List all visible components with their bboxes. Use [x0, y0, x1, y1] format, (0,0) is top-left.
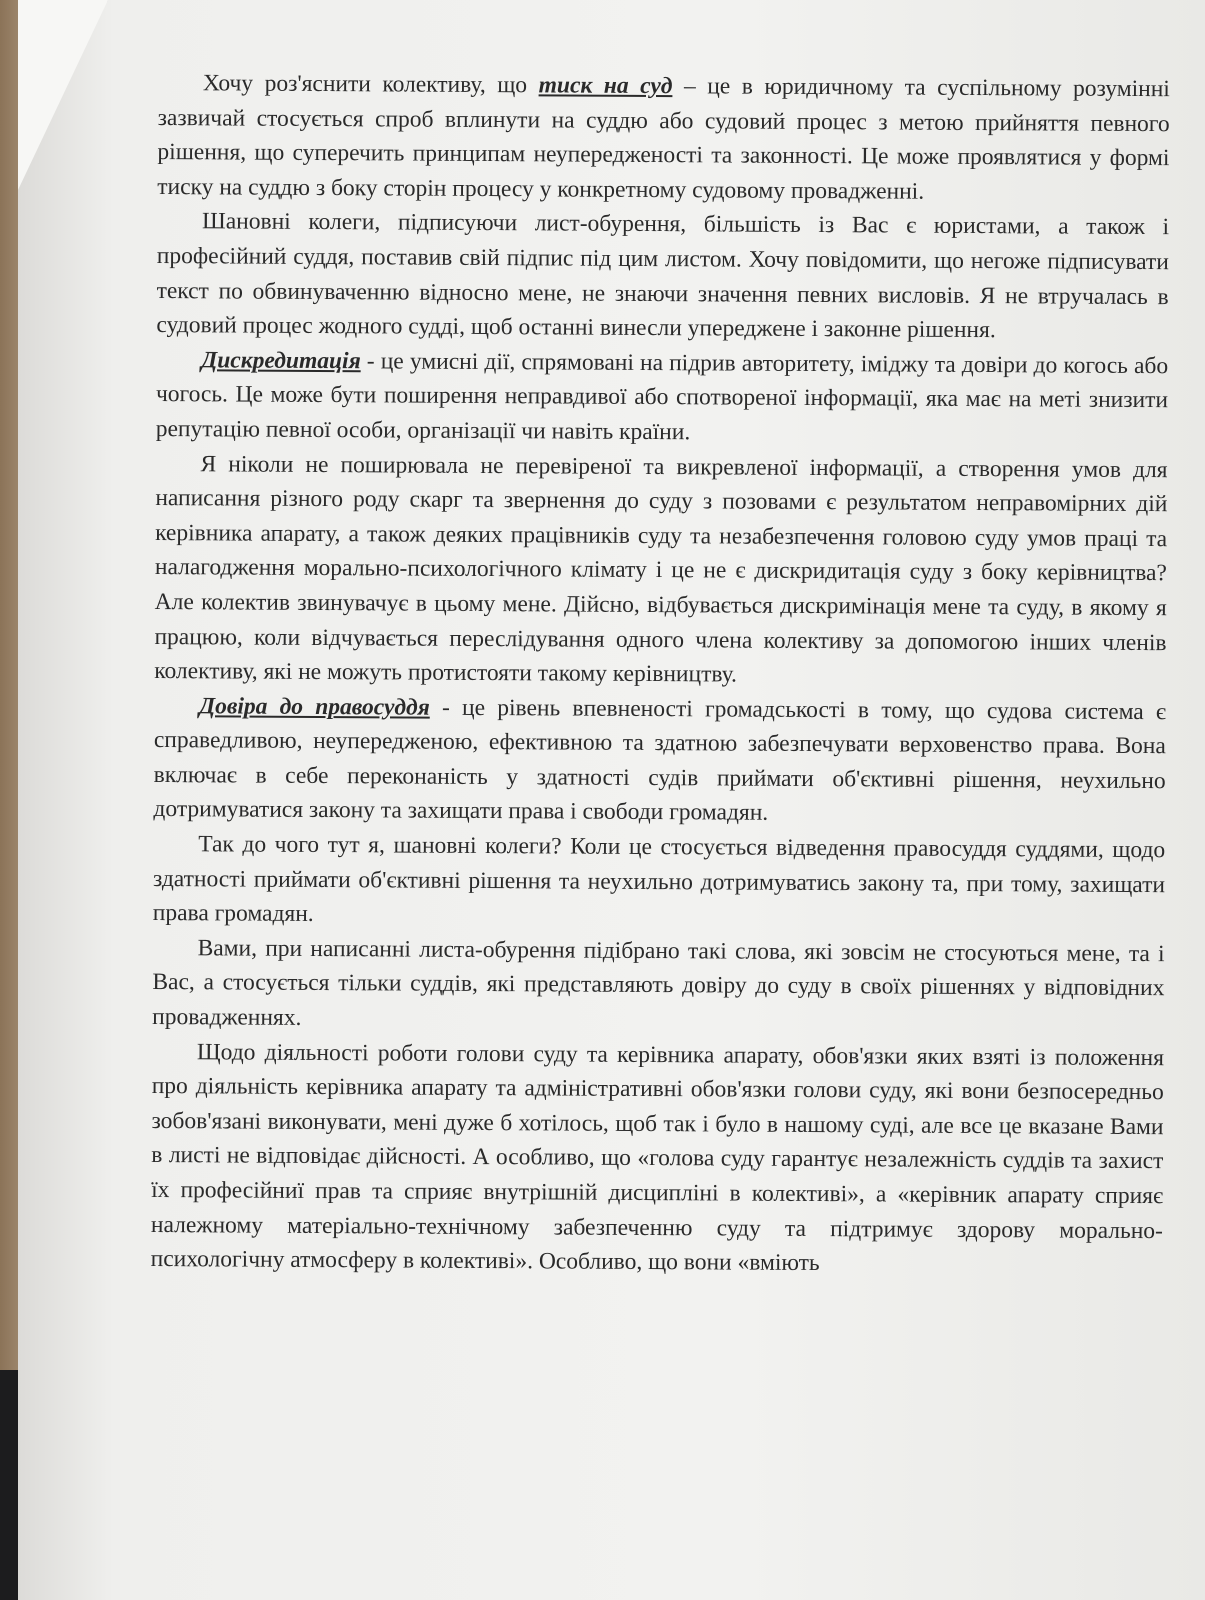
- paragraph-3-definition: - це умисні дії, спрямовані на підрив авторитету, іміджу та довіри до когось або чогось. Це може бути поширення неправдивої або спотвореної інформації, яка має на меті знизити репутацію певної особи, організації чи навіть країни.: [155, 347, 1169, 446]
- term-trust-in-justice: Довіра до правосуддя: [199, 692, 430, 721]
- paragraph-5-definition: - це рівень впевненості громадськості в тому, що судова система є справедливою, неупередженою, ефективною та здатною забезпечувати верховенство права. Вона включає в себе переконаність у здатності судів приймати об'єктивні рішення, неухильно дотримуватися закону та захищати права і свободи громадян.: [153, 694, 1167, 827]
- document-sheet: [18, 0, 1205, 1600]
- paragraph-4: Я ніколи не поширювала не перевіреної та викревленої інформації, а створення умов для написання різного роду скарг та звернення до суду з позовами є результатом неправомірних дій керівника апарату, а також деяких працівників суду та незабезпечення головою суду умов праці та налагодження морально-психологічного клімату і це не є дискридитація суду з боку керівництва? Але колектив звинувачує в цьому мене. Дійсно, відбувається дискримінація мене та суду, в якому я працюю, коли відчувається переслідування одного члена колективу за допомогою інших членів колективу, які не можуть протистояти такому керівництву.: [154, 450, 1168, 688]
- folded-page-corner: [18, 0, 108, 190]
- paragraph-3: [156, 343, 1169, 453]
- paragraph-2: Шановні колеги, підписуючи лист-обурення, більшість із Вас є юристами, а також і професійний суддя, поставив свій підпис під цим листом. Хочу повідомити, що негоже підписувати текст по обвинуваченню відносно мене, не знаючи значення певних висловів. Я не втручалась в судовий процес жодного судді, щоб останні винесли упереджене і законне рішення.: [156, 208, 1170, 344]
- dark-object-edge: [0, 1370, 18, 1600]
- term-discreditation: Дискредитація: [201, 347, 361, 374]
- paragraph-8: Щодо діяльності роботи голови суду та керівника апарату, обов'язки яких взяті із положення про діяльність керівника апарату та адміністративні обов'язки голови суду, які вони безпосередньо зобов'язані виконувати, мені дуже б хотілось, щоб так і було в нашому суді, але все це вказане Вами в листі не відповідає дійсності. А особливо, що «голова суду гарантує незалежність суддів та захист їх професійниї прав та сприяє внутрішній дисципліні в колективі», а «керівник апарату сприяє належному матеріально-технічному забезпеченню суду та підтримує здорову морально-психологічну атмосферу в колективі». Особливо, що вони «вміють: [150, 1038, 1165, 1277]
- paragraph-1: [157, 66, 1170, 211]
- paragraph-1-text-end: – це в юридичному та суспільному розумінні зазвичай стосується спроб вплинути на суддю або судовий процес з метою прийняття певного рішення, що суперечить принципам неупередженості та законності. Це може проявлятися у формі тиску на суддю з боку сторін процесу у конкретному судовому провадженні.: [157, 73, 1170, 205]
- document-body: [151, 66, 1170, 1283]
- paragraph-5: [153, 689, 1166, 834]
- paragraph-1-text-start: Хочу роз'яснити колективу, що: [202, 70, 539, 99]
- paragraph-6: Так до чого тут я, шановні колеги? Коли це стосується відведення правосуддя суддями, щодо здатності приймати об'єктивні рішення та неухильно дотримуватись закону та, при тому, захищати права громадян.: [152, 831, 1166, 928]
- paragraph-7: Вами, при написанні листа-обурення підібрано такі слова, які зовсім не стосуються мене, та і Вас, а стосується тільки суддів, які представляють довіру до суду в своїх рішеннях у відповідних провадженнях.: [152, 935, 1165, 1031]
- term-pressure-on-court: тиск на суд: [538, 72, 673, 100]
